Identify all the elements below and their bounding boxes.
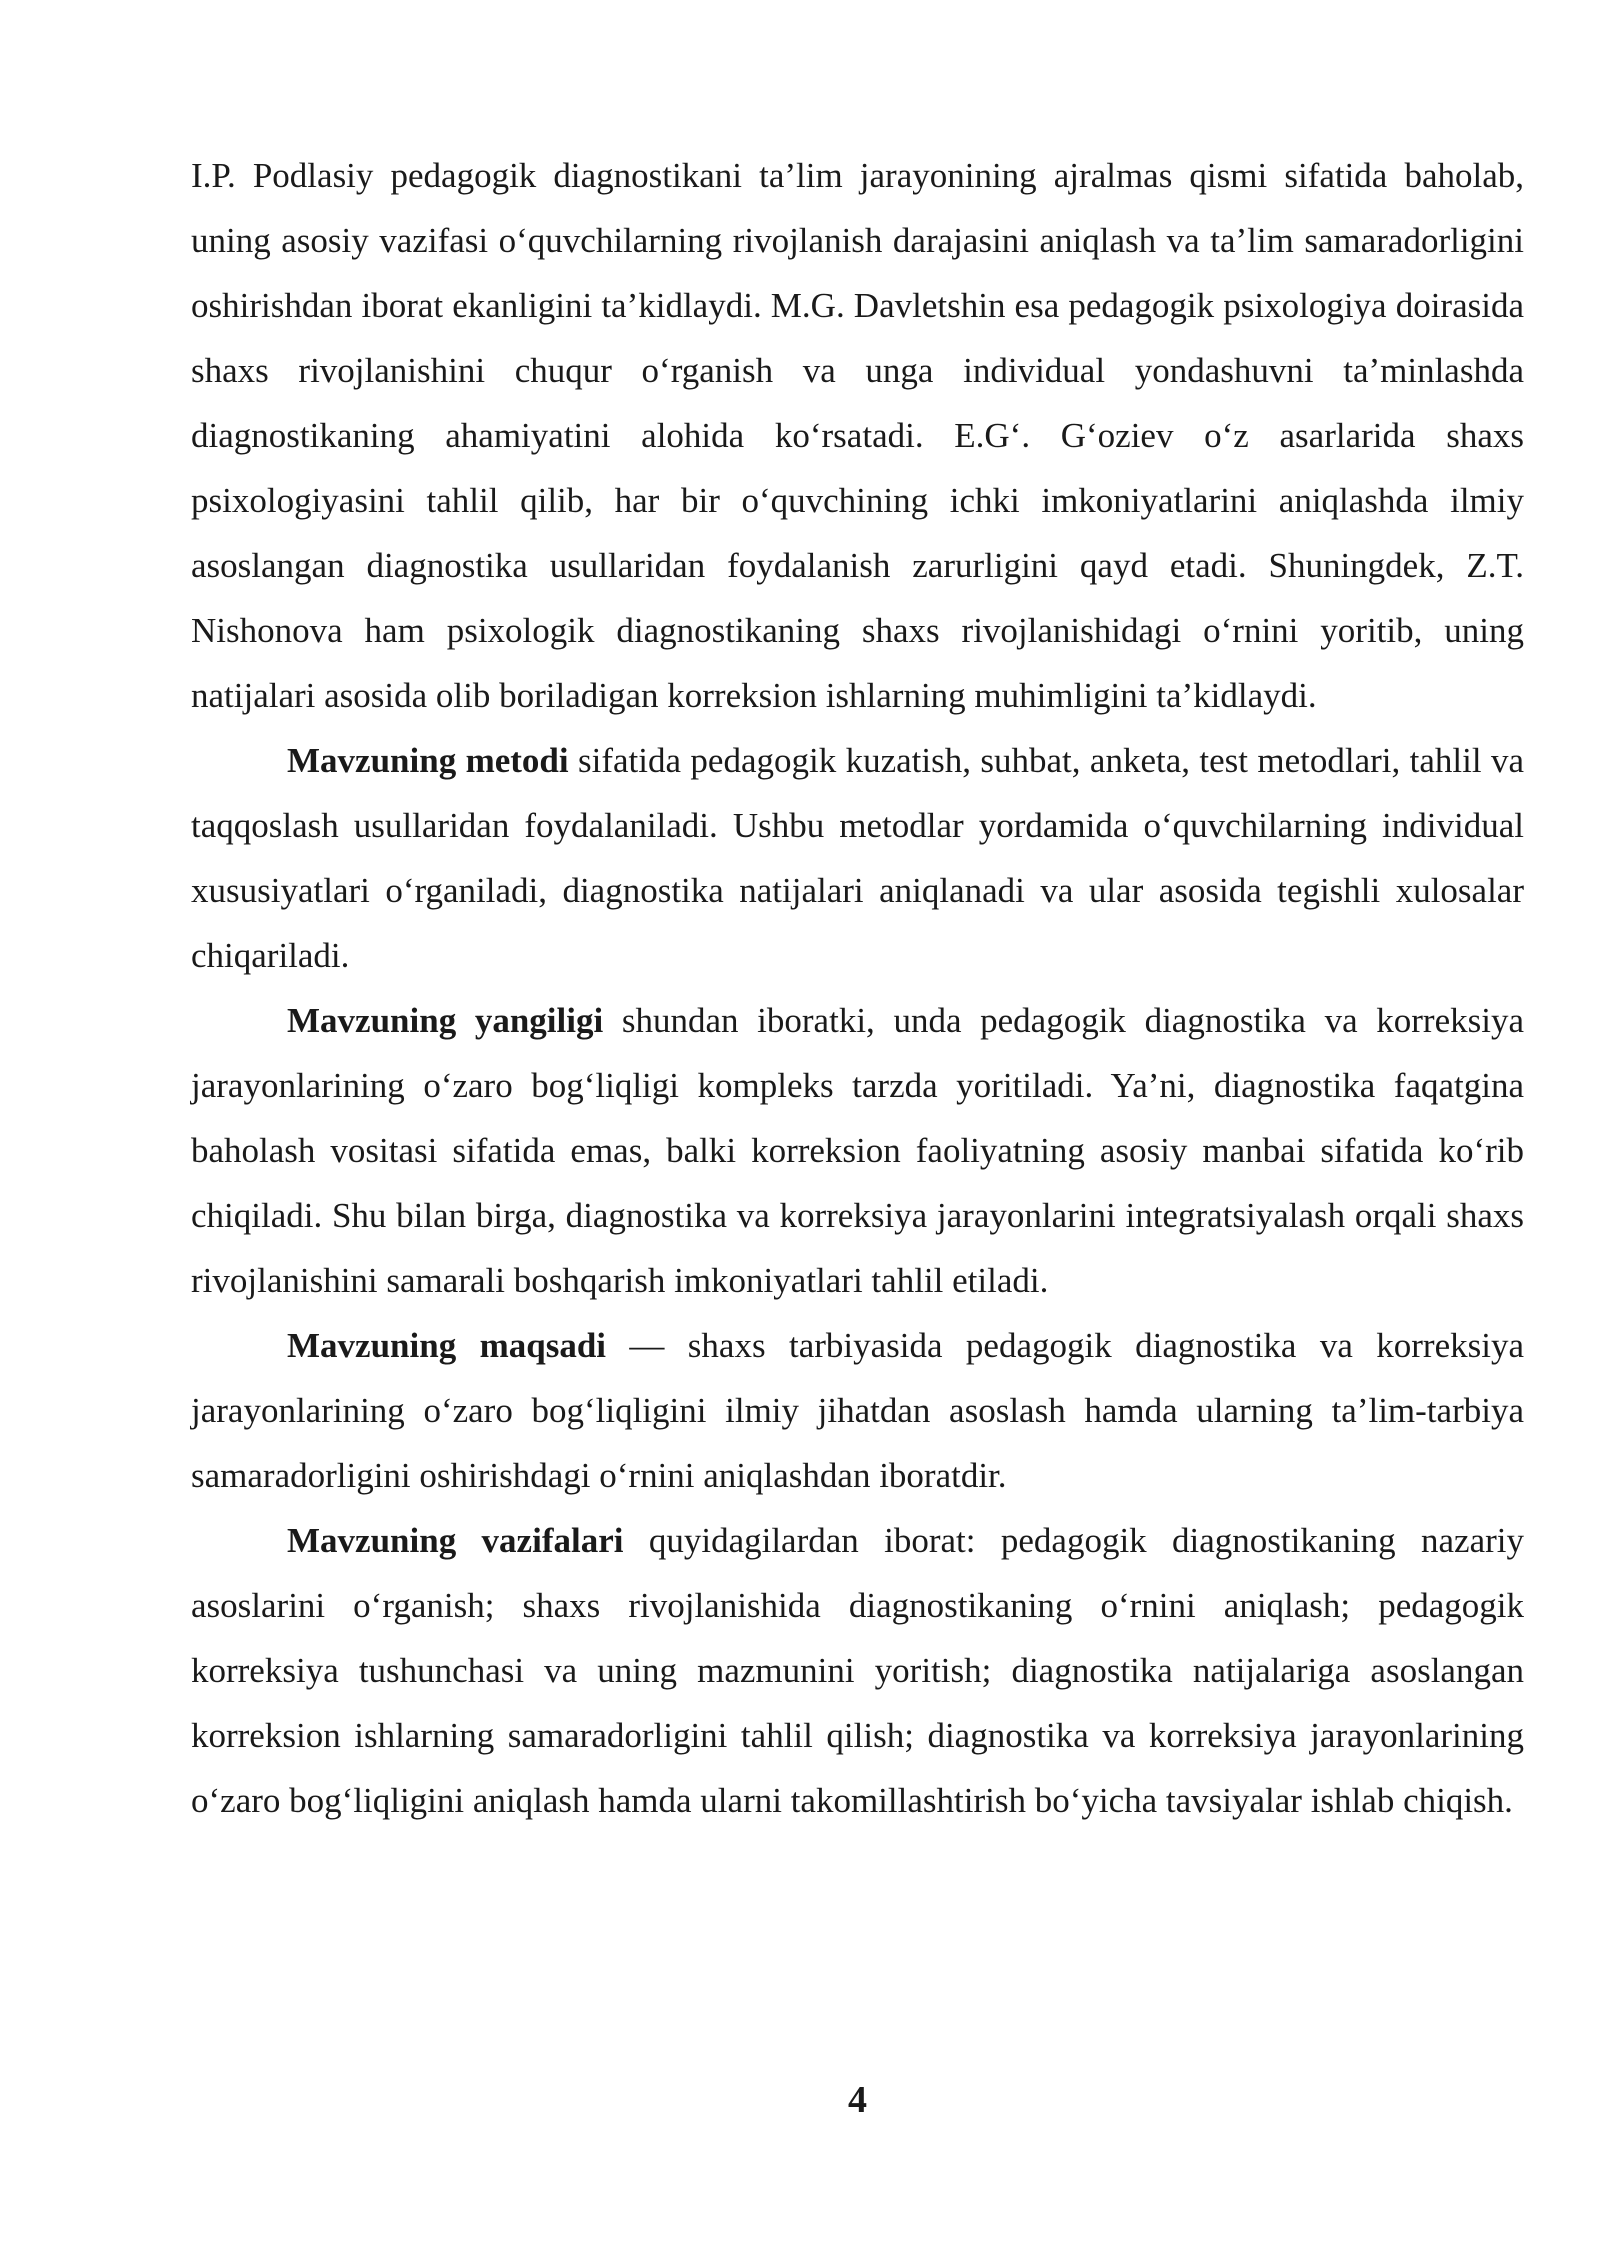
paragraph-goal [191, 1313, 1524, 1508]
paragraph-lead-goal: Mavzuning maqsadi [287, 1326, 607, 1365]
paragraph-lead-method: Mavzuning metodi [287, 741, 569, 780]
paragraph-method [191, 728, 1524, 988]
paragraph-authors-review [191, 143, 1524, 728]
paragraph-text: — shaxs tarbiyasida pedagogik diagnostika va korreksiya jarayonlarining o‘zaro bog‘liqligini ilmiy jihatdan asoslash hamda ularning ta’lim-tarbiya samaradorligini oshirishdagi o‘rnini aniqlashdan iboratdir. [191, 1326, 1524, 1495]
paragraph-text: sifatida pedagogik kuzatish, suhbat, anketa, test metodlari, tahlil va taqqoslash usullaridan foydalaniladi. Ushbu metodlar yordamida o‘quvchilarning individual xususiyatlari o‘rganiladi, diagnostika natijalari aniqlanadi va ular asosida tegishli xulosalar chiqariladi. [191, 741, 1524, 975]
page-number: 4 [848, 2079, 867, 2121]
paragraph-novelty [191, 988, 1524, 1313]
document-body [191, 143, 1524, 1833]
paragraph-text: quyidagilardan iborat: pedagogik diagnostikaning nazariy asoslarini o‘rganish; shaxs rivojlanishida diagnostikaning o‘rnini aniqlash; pedagogik korreksiya tushunchasi va uning mazmunini yoritish; diagnostika natijalariga asoslangan korreksion ishlarning samaradorligini tahlil qilish; diagnostika va korreksiya jarayonlarining o‘zaro bog‘liqligini aniqlash hamda ularni takomillashtirish bo‘yicha tavsiyalar ishlab chiqish. [191, 1521, 1524, 1820]
paragraph-lead-tasks: Mavzuning vazifalari [287, 1521, 624, 1560]
paragraph-lead-novelty: Mavzuning yangiligi [287, 1001, 604, 1040]
paragraph-tasks [191, 1508, 1524, 1833]
paragraph-text: I.P. Podlasiy pedagogik diagnostikani ta’lim jarayonining ajralmas qismi sifatida baholab, uning asosiy vazifasi o‘quvchilarning rivojlanish darajasini aniqlash va ta’lim samaradorligini oshirishdan iborat ekanligini ta’kidlaydi. M.G. Davletshin esa pedagogik psixologiya doirasida shaxs rivojlanishini chuqur o‘rganish va unga individual yondashuvni ta’minlashda diagnostikaning ahamiyatini alohida ko‘rsatadi. E.G‘. G‘oziev o‘z asarlarida shaxs psixologiyasini tahlil qilib, har bir o‘quvchining ichki imkoniyatlarini aniqlashda ilmiy asoslangan diagnostika usullaridan foydalanish zarurligini qayd etadi. Shuningdek, Z.T. Nishonova ham psixologik diagnostikaning shaxs rivojlanishidagi o‘rnini yoritib, uning natijalari asosida olib boriladigan korreksion ishlarning muhimligini ta’kidlaydi. [191, 156, 1524, 715]
paragraph-text: shundan iboratki, unda pedagogik diagnostika va korreksiya jarayonlarining o‘zaro bog‘liqligi kompleks tarzda yoritiladi. Ya’ni, diagnostika faqatgina baholash vositasi sifatida emas, balki korreksion faoliyatning asosiy manbai sifatida ko‘rib chiqiladi. Shu bilan birga, diagnostika va korreksiya jarayonlarini integratsiyalash orqali shaxs rivojlanishini samarali boshqarish imkoniyatlari tahlil etiladi. [191, 1001, 1525, 1300]
